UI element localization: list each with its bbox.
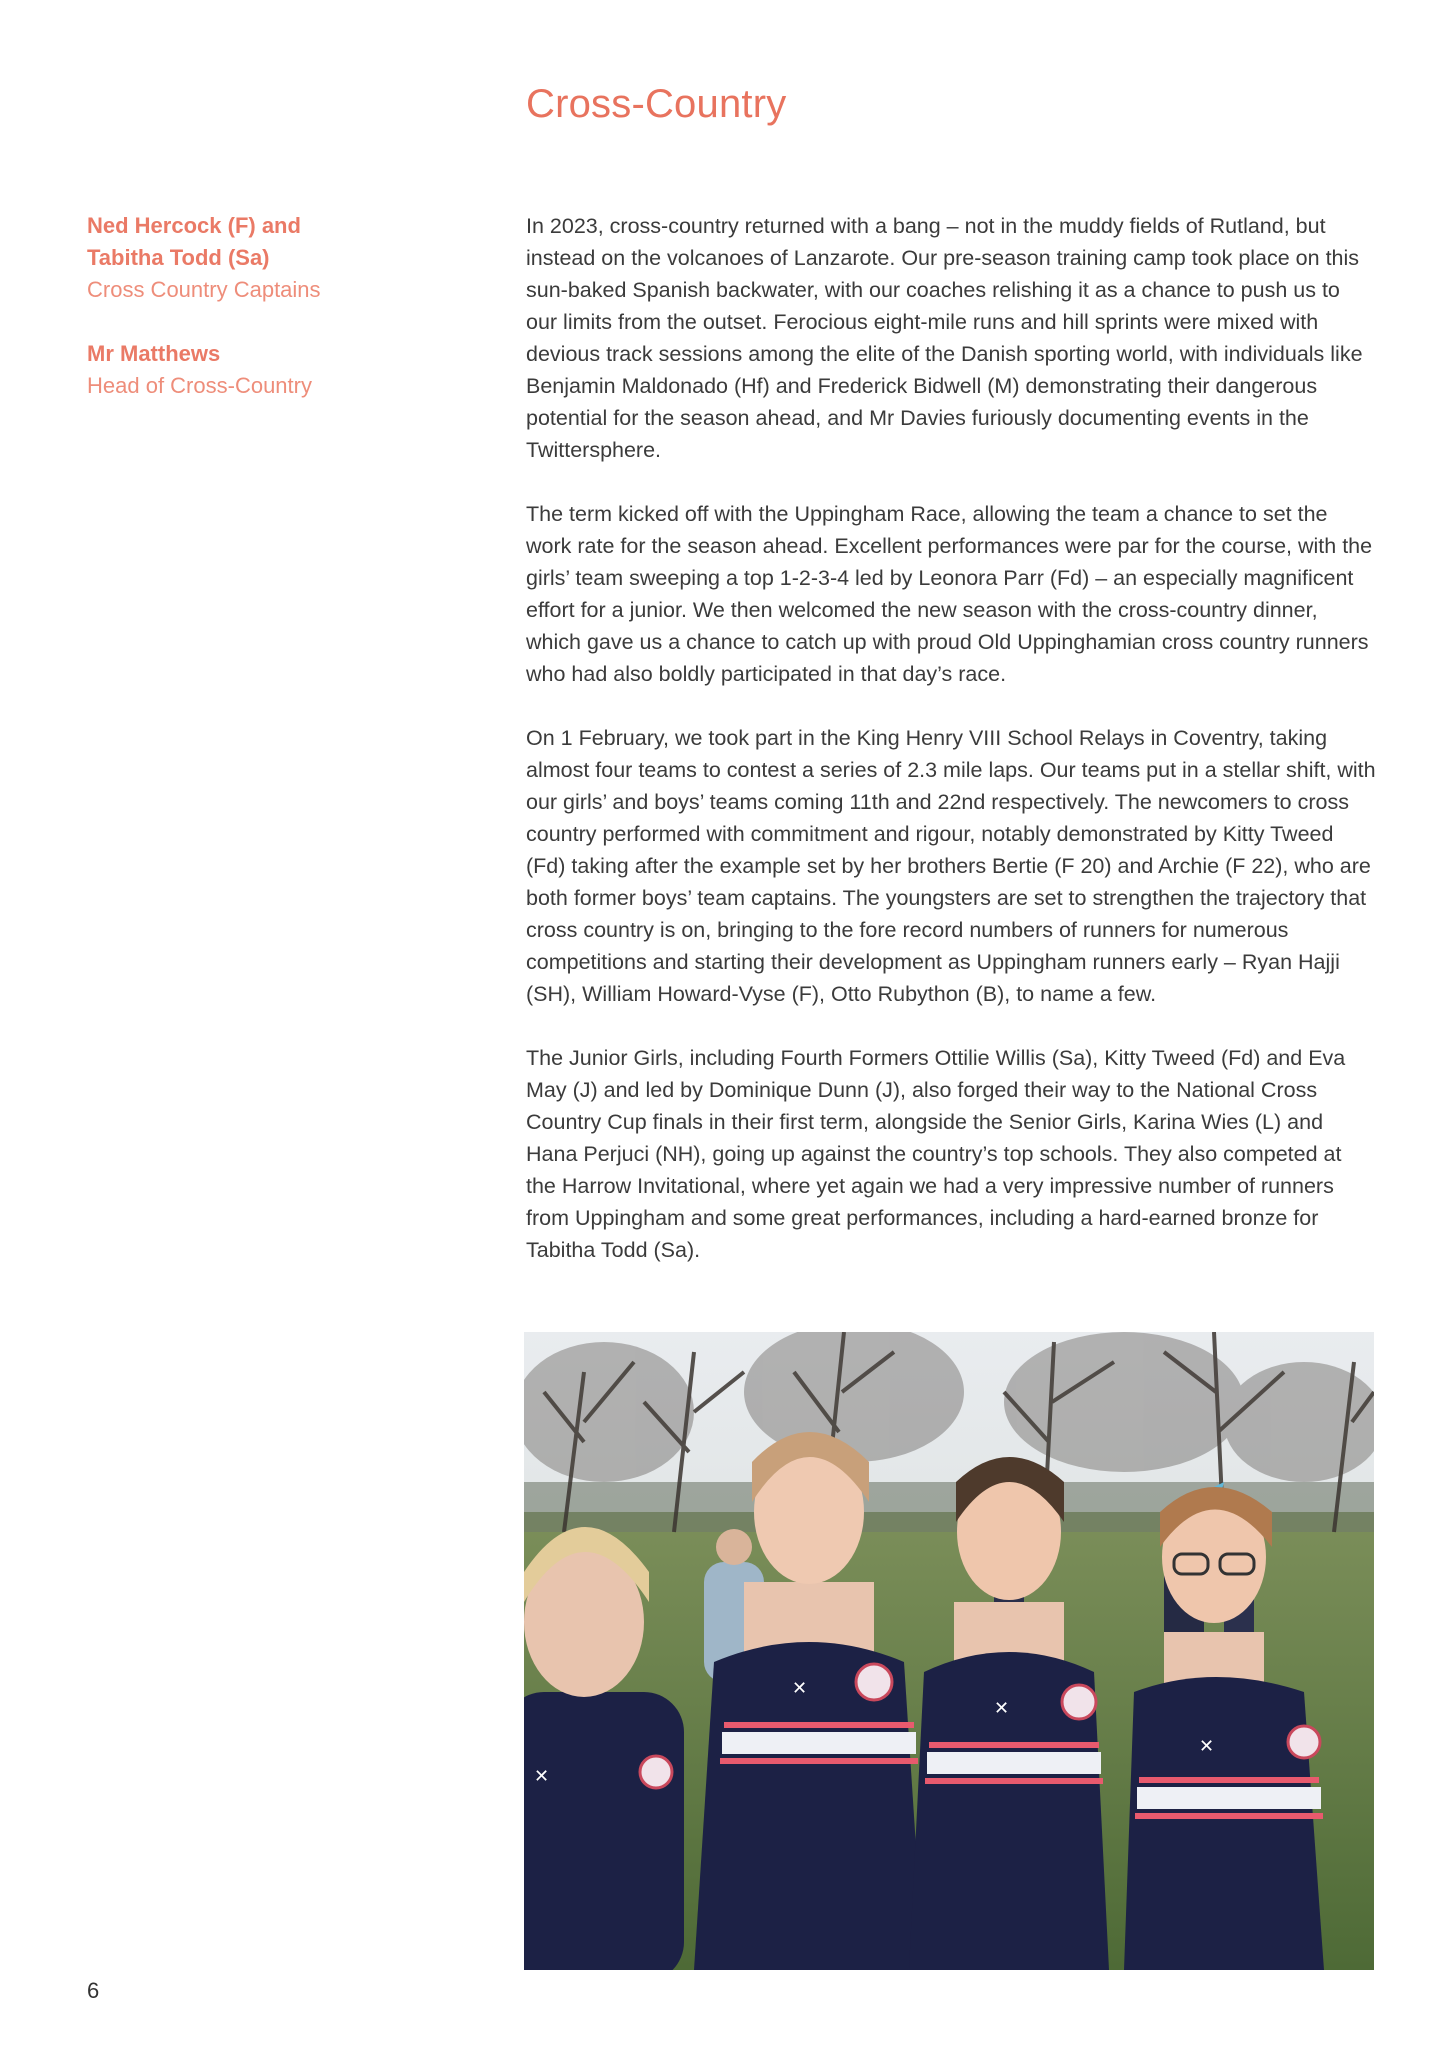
head-name: Mr Matthews — [87, 341, 221, 366]
svg-text:✕: ✕ — [792, 1678, 808, 1699]
article-body — [526, 210, 1376, 1298]
paragraph-uppingham-race: The term kicked off with the Uppingham Race, allowing the team a chance to set the work rate for the season ahead. Excellent performances were par for the course, with the girls’ team sweeping a top 1-2-3-4 led by Leonora Parr (Fd) – an especially magnificent effort for a junior. We then welcomed the new season with the cross-country dinner, which gave us a chance to catch up with proud Old Uppinghamian cross country runners who had also boldly participated in that day’s race. — [526, 502, 1373, 686]
page-title: Cross-Country — [526, 82, 787, 126]
captains-name-line2: Tabitha Todd (Sa) — [87, 245, 270, 270]
team-photo-illustration — [524, 1332, 1374, 1970]
team-photo — [524, 1332, 1374, 1970]
captains-role: Cross Country Captains — [87, 277, 321, 302]
sidebar-credits — [87, 210, 417, 434]
page-number: 6 — [87, 1978, 100, 2003]
head-role: Head of Cross-Country — [87, 373, 312, 398]
paragraph-junior-girls: The Junior Girls, including Fourth Formers Ottilie Willis (Sa), Kitty Tweed (Fd) and Eva May (J) and led by Dominique Dunn (J), also forged their way to the National Cross Country Cup finals in their first term, alongside the Senior Girls, Karina Wies (L) and Hana Perjuci (NH), going up against the country’s top schools. They also competed at the Harrow Invitational, where yet again we had a very impressive number of runners from Uppingham and some great performances, including a hard-earned bronze for Tabitha Todd (Sa). — [526, 1046, 1346, 1262]
svg-text:✕: ✕ — [1199, 1736, 1215, 1757]
svg-text:✕: ✕ — [534, 1766, 550, 1787]
head-credit — [87, 338, 417, 402]
svg-text:✕: ✕ — [994, 1698, 1010, 1719]
paragraph-relays: On 1 February, we took part in the King Henry VIII School Relays in Coventry, taking almost four teams to contest a series of 2.3 mile laps. Our teams put in a stellar shift, with our girls’ and boys’ teams coming 11th and 22nd respectively. The newcomers to cross country performed with commitment and rigour, notably demonstrated by Kitty Tweed (Fd) taking after the example set by her brothers Bertie (F 20) and Archie (F 22), who are both former boys’ team captains. The youngsters are set to strengthen the trajectory that cross country is on, bringing to the fore record numbers of runners for numerous competitions and starting their development as Uppingham runners early – Ryan Hajji (SH), William Howard-Vyse (F), Otto Rubython (B), to name a few. — [526, 726, 1376, 1006]
captains-name-line1: Ned Hercock (F) and — [87, 213, 301, 238]
paragraph-lanzarote: In 2023, cross-country returned with a bang – not in the muddy fields of Rutland, but instead on the volcanoes of Lanzarote. Our pre-season training camp took place on this sun-baked Spanish backwater, with our coaches relishing it as a chance to push us to our limits from the outset. Ferocious eight-mile runs and hill sprints were mixed with devious track sessions among the elite of the Danish sporting world, with individuals like Benjamin Maldonado (Hf) and Frederick Bidwell (M) demonstrating their dangerous potential for the season ahead, and Mr Davies furiously documenting events in the Twittersphere. — [526, 214, 1363, 462]
captains-credit — [87, 210, 417, 306]
